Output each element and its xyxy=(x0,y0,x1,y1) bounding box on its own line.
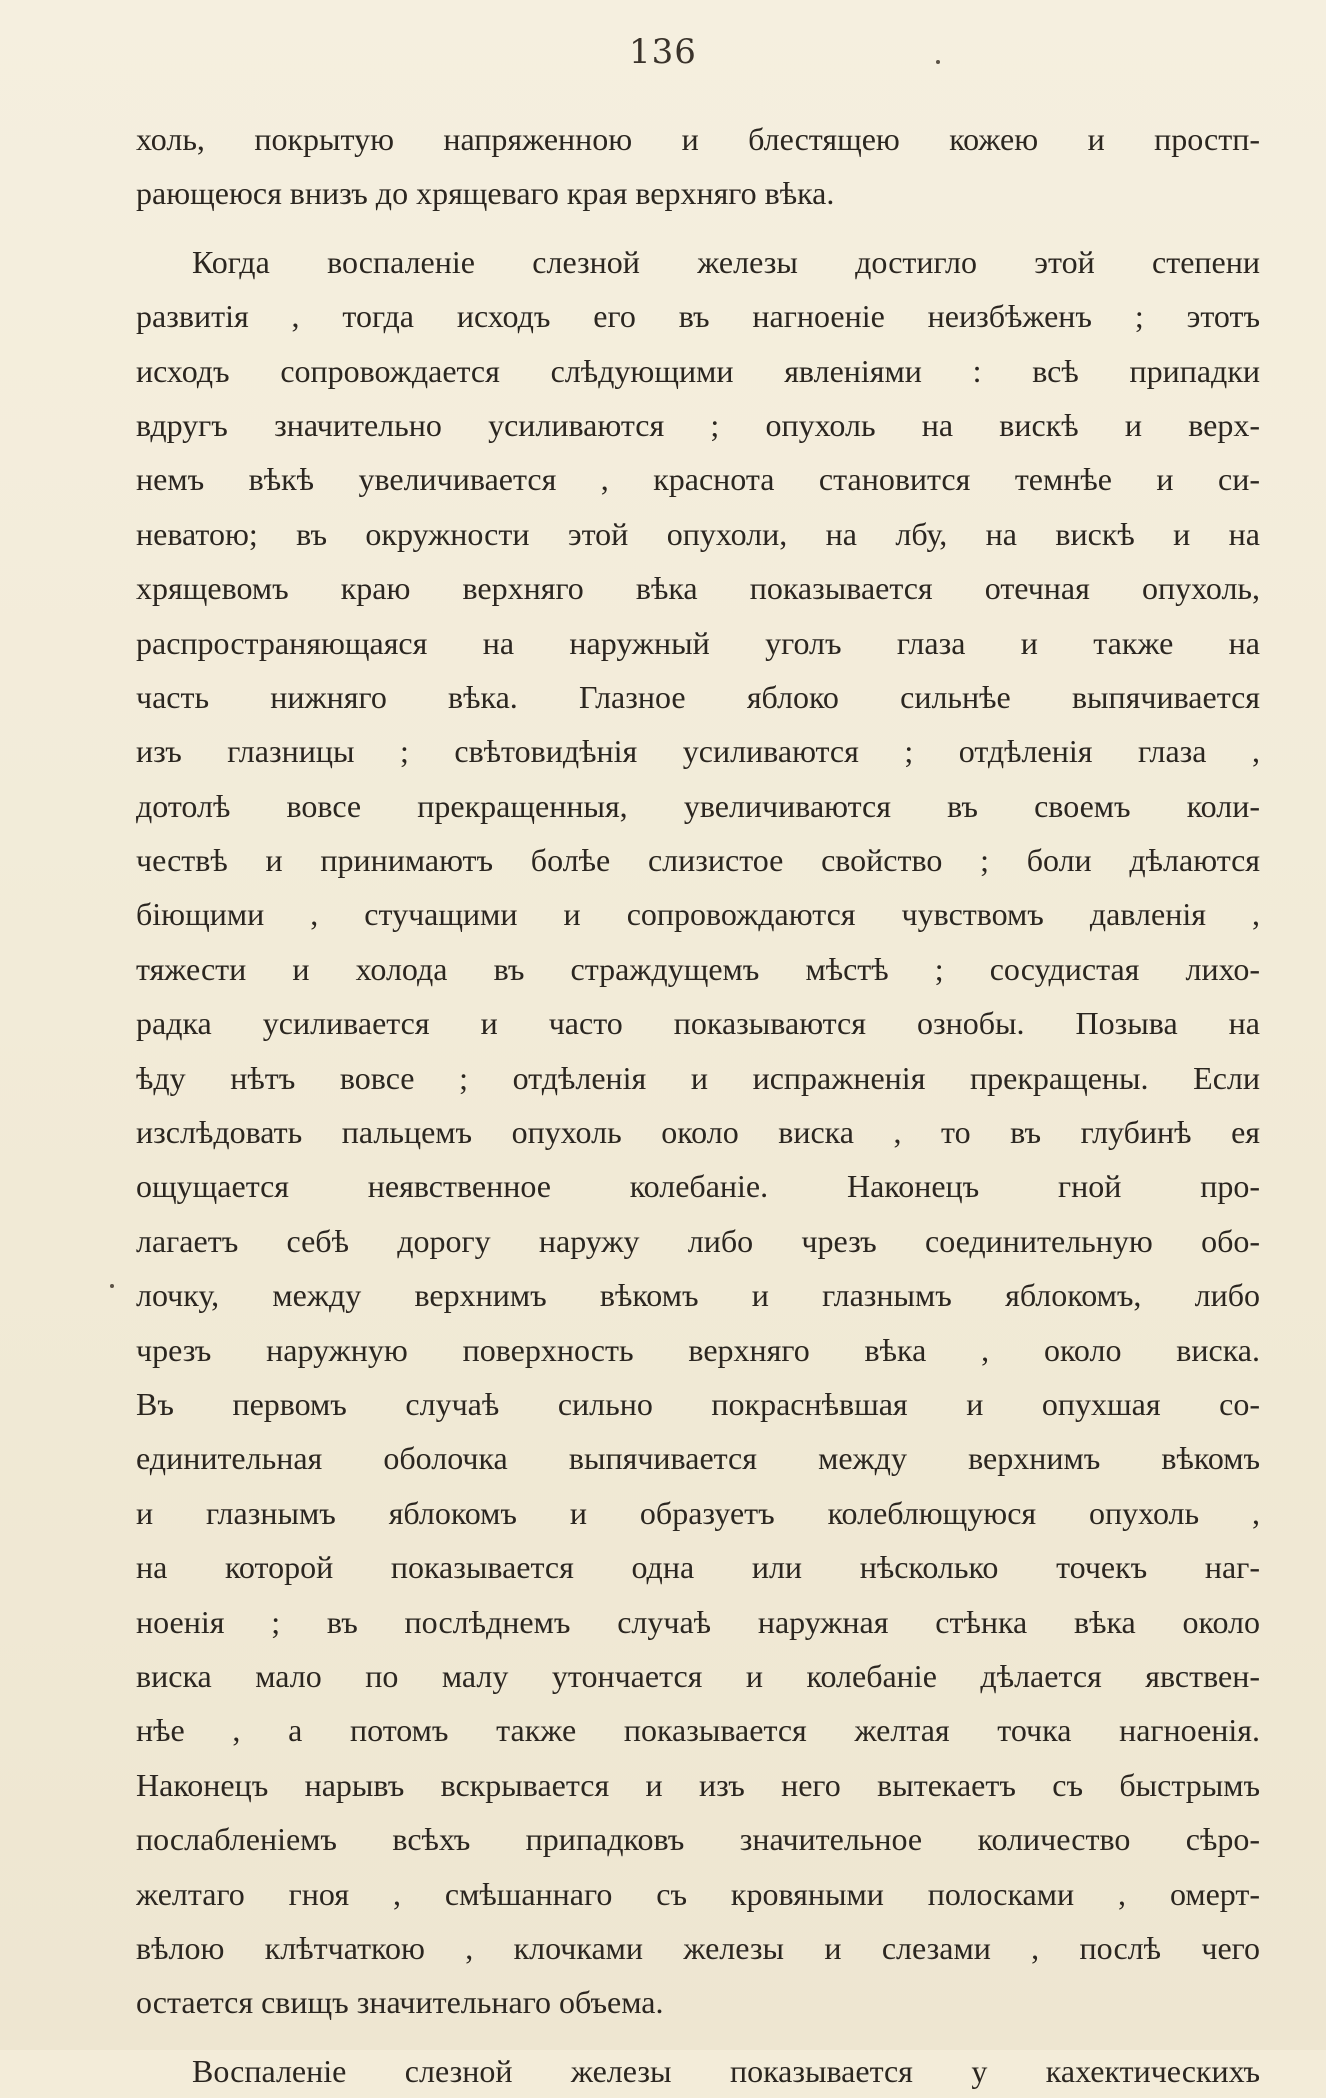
text-line: рающеюся внизъ до хрящеваго края верхняго вѣка. xyxy=(136,175,835,212)
text-line: вдругъ значительно усиливаются ; опухоль на вискѣ и верх- xyxy=(136,406,1260,443)
text-line: часть нижняго вѣка. Глазное яблоко сильнѣе выпячивается xyxy=(136,678,1260,715)
text-line: остается свищъ значительнаго объема. xyxy=(136,1984,664,2021)
text-line: чествѣ и принимаютъ болѣе слизистое свойство ; боли дѣлаются xyxy=(136,842,1260,879)
text-line: и глазнымъ яблокомъ и образуетъ колеблющуюся опухоль , xyxy=(136,1494,1260,1531)
paragraph-2 xyxy=(136,235,1260,2030)
text-line: ѣду нѣтъ вовсе ; отдѣленія и испражненія прекращены. Если xyxy=(136,1059,1260,1096)
text-line: чрезъ наружную поверхность верхняго вѣка , около виска. xyxy=(136,1331,1260,1368)
ink-speck xyxy=(936,60,940,64)
body-text xyxy=(136,112,1260,2098)
text-line: развитія , тогда исходъ его въ нагноеніе неизбѣженъ ; этотъ xyxy=(136,298,1260,335)
text-line: ноенія ; въ послѣднемъ случаѣ наружная стѣнка вѣка около xyxy=(136,1603,1260,1640)
text-line: радка усиливается и часто показываются ознобы. Позыва на xyxy=(136,1005,1260,1042)
text-line: хрящевомъ краю верхняго вѣка показывается отечная опухоль, xyxy=(136,570,1260,607)
text-line: лочку, между верхнимъ вѣкомъ и глазнымъ яблокомъ, либо xyxy=(136,1277,1260,1314)
text-line: немъ вѣкѣ увеличивается , краснота становится темнѣе и си- xyxy=(136,461,1260,498)
text-line: холь, покрытую напряженною и блестящею кожею и простп- xyxy=(136,121,1260,157)
text-line: желтаго гноя , смѣшаннаго съ кровяными полосками , омерт- xyxy=(136,1875,1260,1912)
text-line: біющими , стучащими и сопровождаются чувствомъ давленія , xyxy=(136,896,1260,933)
ink-speck xyxy=(110,1284,114,1288)
text-line: Въ первомъ случаѣ сильно покраснѣвшая и опухшая со- xyxy=(136,1385,1260,1422)
text-line: послабленіемъ всѣхъ припадковъ значительное количество сѣро- xyxy=(136,1821,1260,1858)
text-line: изъ глазницы ; свѣтовидѣнія усиливаются ; отдѣленія глаза , xyxy=(136,733,1260,770)
text-line: тяжести и холода въ страждущемъ мѣстѣ ; сосудистая лихо- xyxy=(136,950,1260,987)
text-line: неватою; въ окружности этой опухоли, на лбу, на вискѣ и на xyxy=(136,515,1260,552)
text-line: дотолѣ вовсе прекращенныя, увеличиваются въ своемъ коли- xyxy=(136,787,1260,824)
text-line: Наконецъ нарывъ вскрывается и изъ него вытекаетъ съ быстрымъ xyxy=(136,1766,1260,1803)
text-line: изслѣдовать пальцемъ опухоль около виска , то въ глубинѣ ея xyxy=(136,1114,1260,1151)
text-line: нѣе , а потомъ также показывается желтая точка нагноенія. xyxy=(136,1712,1260,1749)
paragraph-1 xyxy=(136,112,1260,221)
text-line: исходъ сопровождается слѣдующими явленіями : всѣ припадки xyxy=(136,352,1260,389)
text-line: ощущается неявственное колебаніе. Наконецъ гной про- xyxy=(136,1168,1260,1205)
text-line: Воспаленіе слезной железы показывается у кахектическихъ xyxy=(192,2052,1260,2089)
text-line: виска мало по малу утончается и колебаніе дѣлается явствен- xyxy=(136,1657,1260,1694)
text-line: на которой показывается одна или нѣсколько точекъ наг- xyxy=(136,1549,1260,1586)
text-line: лагаетъ себѣ дорогу наружу либо чрезъ соединительную обо- xyxy=(136,1222,1260,1259)
paragraph-gap xyxy=(136,2030,1260,2044)
text-line: распространяющаяся на наружный уголъ глаза и также на xyxy=(136,624,1260,661)
page-number: 136 xyxy=(629,32,697,72)
text-line: Когда воспаленіе слезной железы достигло этой степени xyxy=(192,243,1260,280)
text-line: единительная оболочка выпячивается между верхнимъ вѣкомъ xyxy=(136,1440,1260,1477)
paragraph-gap xyxy=(136,221,1260,235)
paragraph-3 xyxy=(136,2044,1260,2098)
text-line: вѣлою клѣтчаткою , клочками железы и слезами , послѣ чего xyxy=(136,1929,1260,1966)
